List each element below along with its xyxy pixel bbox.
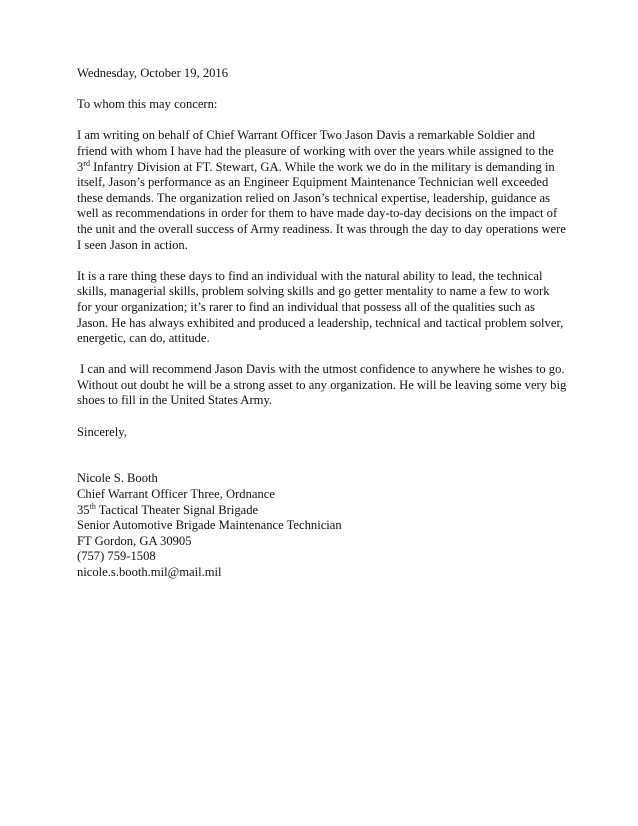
letter-closing: Sincerely, xyxy=(77,424,127,439)
paragraph-1-superscript: rd xyxy=(83,158,90,168)
signature-unit-number: 35 xyxy=(77,502,90,517)
letter-paragraph-2: It is a rare thing these days to find an individual with the natural ability to lead, the technical skills, managerial skills, problem solving skills and go getter mentality to name a few to work for your organization; it’s rarer to find an individual that possess all of the qualities such as Jason. He has always exhibited and produced a leadership, technical and tactical problem solver, energetic, can do, attitude. xyxy=(77,268,564,346)
signature-name: Nicole S. Booth xyxy=(77,471,158,486)
letter-salutation: To whom this may concern: xyxy=(77,97,218,112)
letter-paragraph-1 xyxy=(77,128,567,253)
signature-block xyxy=(77,471,567,580)
letter-date: Wednesday, October 19, 2016 xyxy=(77,66,229,80)
signature-title: Chief Warrant Officer Three, Ordnance xyxy=(77,487,275,502)
signature-unit xyxy=(77,503,567,519)
letter-page xyxy=(77,66,570,581)
signature-position: Senior Automotive Brigade Maintenance Technician xyxy=(77,518,342,533)
paragraph-1-text-b: Infantry Division at FT. Stewart, GA. While the work we do in the military is demanding in itself, Jason’s performance as an Engineer Equipment Maintenance Technician well exceeded these demands. The organization relied on Jason’s technical expertise, leadership, guidance as well as recommendations in order for them to have made day-to-day decisions on the impact of the unit and the overall success of Army readiness. It was through the day to day operations were I seen Jason in action. xyxy=(77,159,566,252)
signature-unit-superscript: th xyxy=(89,501,96,511)
paragraph-1-text-a: I am writing on behalf of Chief Warrant Officer Two Jason Davis a remarkable Soldier and friend with whom I have had the pleasure of working with over the years while assigned to the 3 xyxy=(77,128,554,174)
signature-location: FT Gordon, GA 30905 xyxy=(77,533,192,548)
signature-email: nicole.s.booth.mil@mail.mil xyxy=(77,565,222,579)
letter-paragraph-3: I can and will recommend Jason Davis with the utmost confidence to anywhere he wishes to go. Without out doubt he will be a strong asset to any organization. He will be leaving some very big shoes to fill in the United States Army. xyxy=(77,362,570,408)
signature-phone: (757) 759-1508 xyxy=(77,549,156,564)
signature-unit-name: Tactical Theater Signal Brigade xyxy=(95,502,259,517)
